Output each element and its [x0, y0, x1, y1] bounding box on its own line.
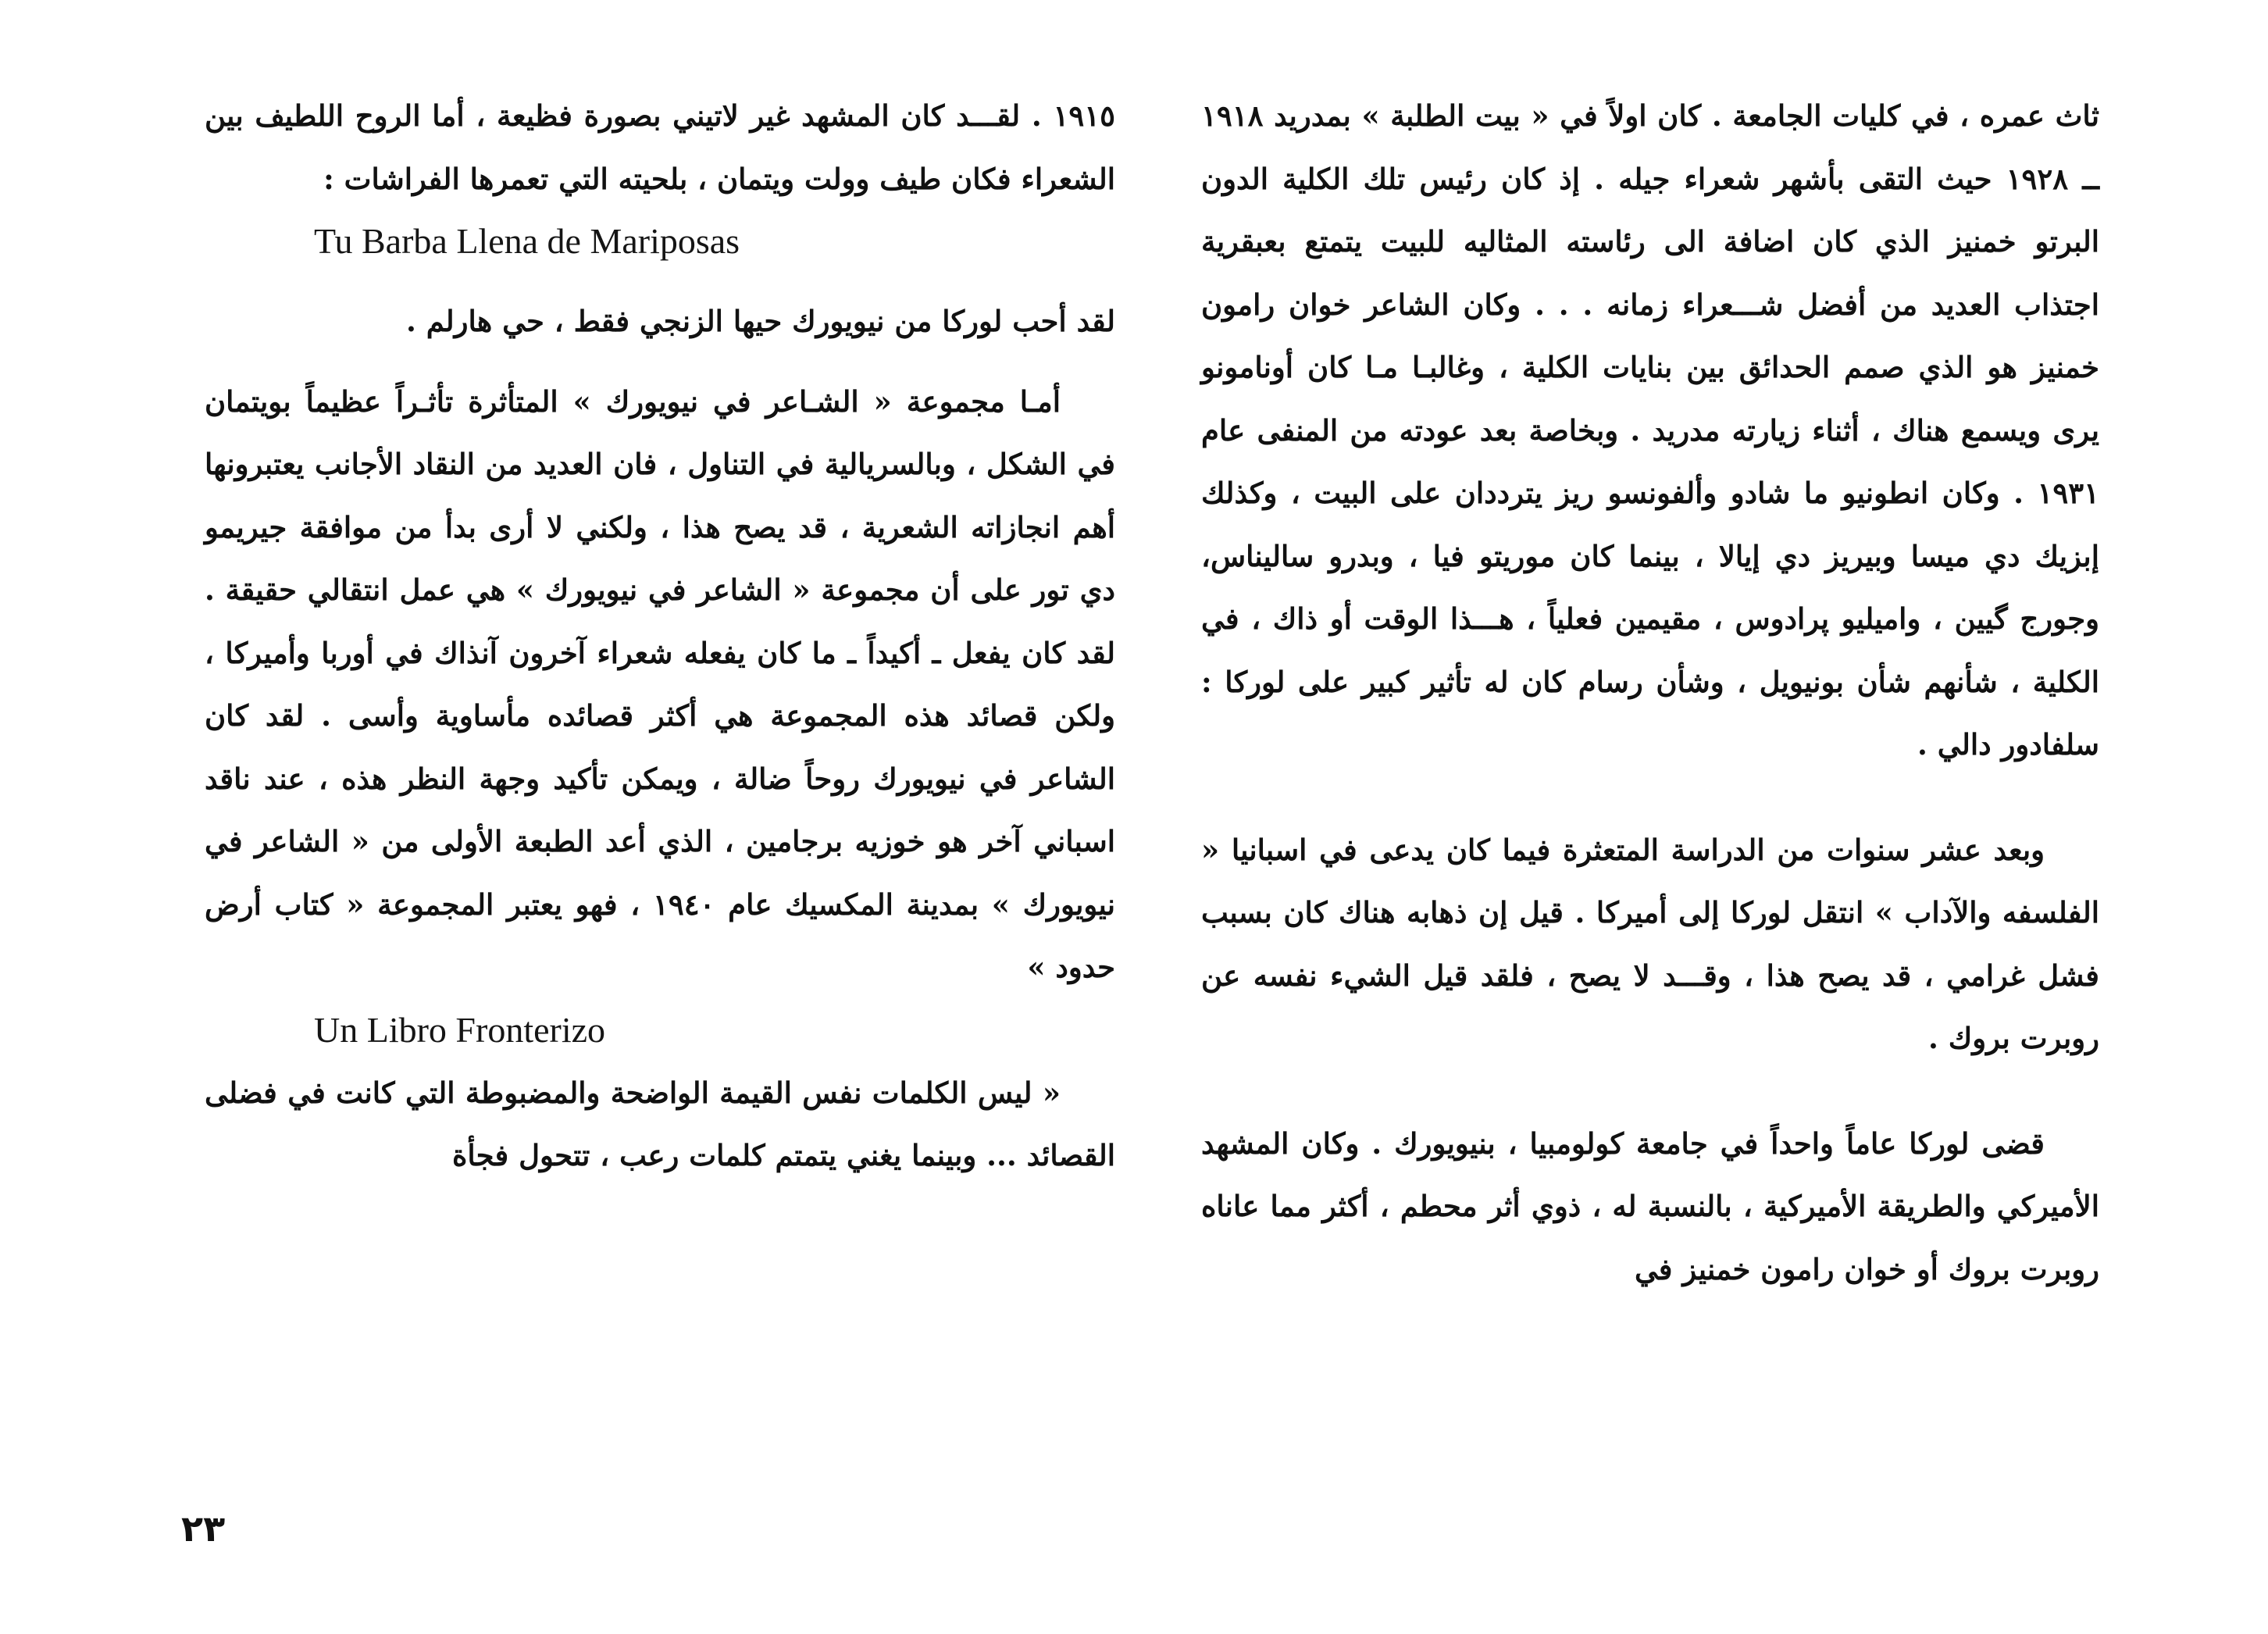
- heading-1-wrapper: [205, 210, 1115, 273]
- right-paragraph-3: قضى لوركا عاماً واحداً في جامعة كولومبيا ، بنيويورك . وكان المشهد الأميركي والطريقة الأميركية ، بالنسبة له ، ذوي أثر محطم ، أكثر مما عاناه روبرت بروك أو خوان رامون خمنيز في: [1201, 1126, 2099, 1286]
- left-paragraph-1: ١٩١٥ . لقـــد كان المشهد غير لاتيني بصورة فظيعة ، أما الروح اللطيف بين الشعراء فكان طيف وولت ويتمان ، بلحيته التي تعمرها الفراشات :: [205, 98, 1115, 196]
- right-column: [1201, 84, 2099, 1300]
- right-paragraph-1: ثاث عمره ، في كليات الجامعة . كان اولاً في « بيت الطلبة » بمدريد ١٩١٨ ــ ١٩٢٨ حيث التقى بأشهر شعراء جيله . إذ كان رئيس تلك الكلية الدون البرتو خمنيز الذي كان اضافة الى رئاسته المثاليه للبيت يتمتع بعبقرية اجتذاب العديد من أفضل شـــعراء زمانه . . . وكان الشاعر خوان رامون خمنيز هو الذي صمم الحدائق بين بنايات الكلية ، وغالبـا مـا كان أونامونو يرى ويسمع هناك ، أثناء زيارته مدريد . وبخاصة بعد عودته من المنفى عام ١٩٣١ . وكان انطونيو ما شادو وألفونسو ريز يترددان على البيت ، وكذلك إبزيك دي ميسا وبيريز دي إيالا ، بينما كان موريتو فيا ، وبدرو ساليناس، وجورج گيين ، واميليو پرادوس ، مقيمين فعلياً ، هـــذا الوقت أو ذاك ، في الكلية ، شأنهم شأن بونيويل ، وشأن رسام كان له تأثير كبير على لوركا : سلفادور دالي .: [1201, 98, 2099, 762]
- heading-2-wrapper: [205, 999, 1115, 1061]
- page-number: ٢٣: [181, 1507, 226, 1550]
- section-heading-1: Tu Barba Llena de Mariposas: [314, 221, 740, 261]
- left-paragraph-3: أمـا مجموعة « الشـاعر في نيويورك » المتأثرة تأثـراً عظيماً بويتمان في الشكل ، وبالسريالية في التناول ، فان العديد من النقاد الأجانب يعتبرونها أهم انجازاته الشعرية ، قد يصح هذا ، ولكني لا أرى بدأ من موافقة جيريمو دي تور على أن مجموعة « الشاعر في نيويورك » هي عمل انتقالي حقيقة . لقد كان يفعل ـ أكيداً ـ ما كان يفعله شعراء آخرون آنذاك في أوربا وأميركا ، ولكن قصائد هذه المجموعة هي أكثر قصائده مأساوية وأسى . لقد كان الشاعر في نيويورك روحاً ضالة ، ويمكن تأكيد وجهة النظر هذه ، عند ناقد اسباني آخر هو خوزيه برجامين ، الذي أعد الطبعة الأولى من « الشاعر في نيويورك » بمدينة المكسيك عام ١٩٤٠ ، فهو يعتبر المجموعة « كتاب أرض حدود »: [205, 384, 1115, 984]
- left-paragraph-4: « ليس الكلمات نفس القيمة الواضحة والمضبوطة التي كانت في فضلى القصائد ... وبينما يغني يتمتم كلمات رعب ، تتحول فجأة: [205, 1075, 1115, 1172]
- right-paragraph-2: وبعد عشر سنوات من الدراسة المتعثرة فيما كان يدعى في اسبانيا « الفلسفه والآداب » انتقل لوركا إلى أميركا . قيل إن ذهابه هناك كان بسبب فشل غرامي ، قد يصح هذا ، وقـــد لا يصح ، فلقد قيل الشيء نفسه عن روبرت بروك .: [1201, 832, 2099, 1055]
- section-heading-2: Un Libro Fronterizo: [314, 1009, 606, 1050]
- left-column: [205, 84, 1115, 1187]
- left-paragraph-2: لقد أحب لوركا من نيويورك حيها الزنجي فقط ، حي هارلم .: [405, 304, 1115, 338]
